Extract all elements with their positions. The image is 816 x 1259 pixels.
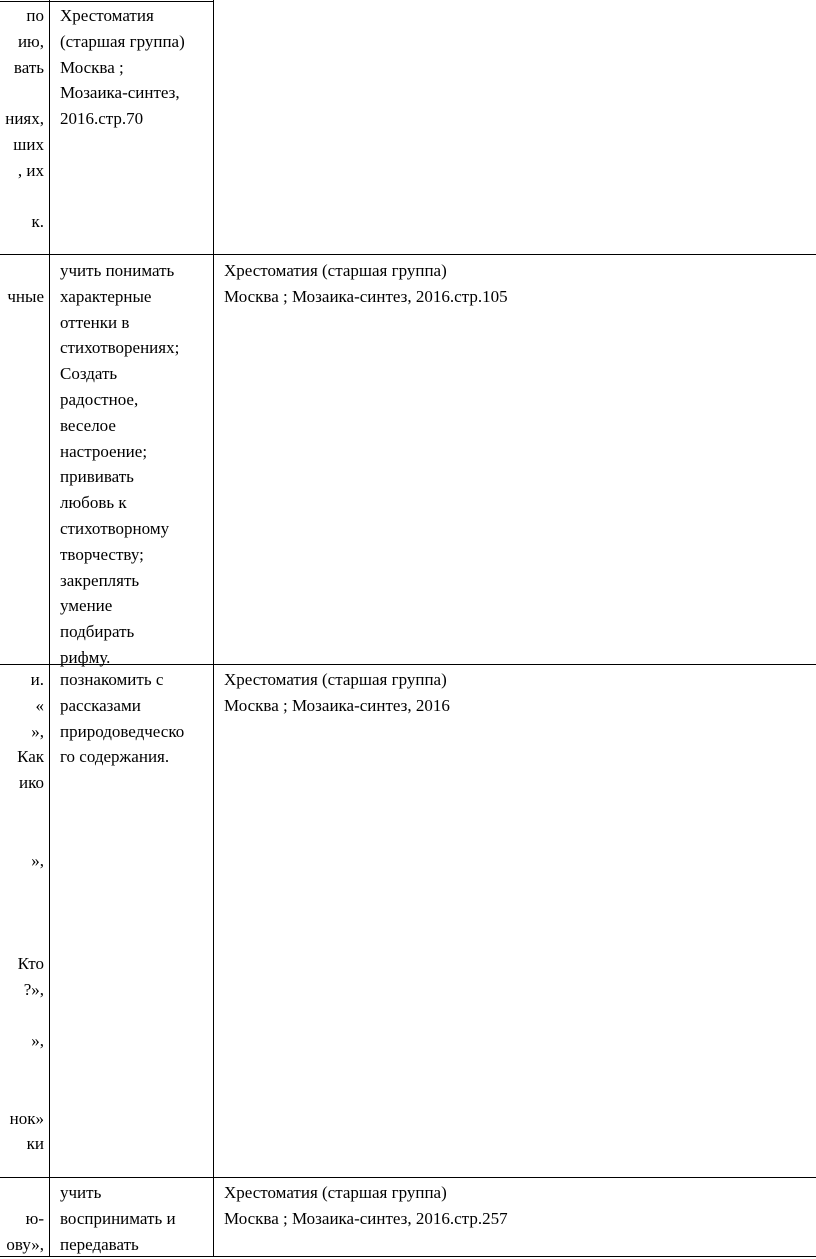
cell-line: Москва ; Мозаика-синтез, 2016.стр.257	[224, 1208, 508, 1228]
cell-row2-left	[7, 284, 44, 310]
cell-line	[5, 80, 44, 106]
cell-line: Как	[17, 747, 44, 767]
cell-line: любовь к	[60, 493, 127, 513]
table-rule	[49, 0, 50, 1257]
cell-line	[10, 796, 44, 822]
cell-line: воспринимать и	[60, 1208, 176, 1228]
cell-line	[10, 1080, 44, 1106]
cell-line: Москва ; Мозаика-синтез, 2016	[224, 695, 450, 715]
cell-line: подбирать	[60, 622, 135, 642]
cell-line: умение	[60, 596, 113, 616]
cell-line: ю-	[25, 1208, 44, 1228]
cell-line	[10, 925, 44, 951]
cell-line: Создать	[60, 364, 118, 384]
cell-line: Москва ;	[60, 57, 124, 77]
cell-line: по	[26, 6, 44, 25]
cell-line: закреплять	[60, 570, 140, 590]
cell-line: 2016.стр.70	[60, 109, 144, 129]
table-rule	[0, 1177, 816, 1178]
cell-line: рифму.	[60, 647, 111, 667]
cell-row4-right	[224, 1180, 508, 1232]
cell-line: стихотворениях;	[60, 338, 180, 358]
cell-row1-middle	[60, 3, 185, 132]
cell-line	[10, 1002, 44, 1028]
cell-line: Хрестоматия (старшая группа)	[224, 261, 447, 280]
cell-row2-right	[224, 258, 508, 310]
cell-line: передавать	[60, 1234, 139, 1254]
cell-line: , их	[17, 160, 44, 180]
cell-row3-left	[10, 667, 44, 1157]
cell-line: ?»,	[23, 979, 44, 999]
cell-line: нок»	[9, 1108, 44, 1128]
cell-line: »,	[31, 721, 44, 741]
cell-line: Хрестоматия	[60, 6, 154, 25]
cell-line: творчеству;	[60, 544, 144, 564]
cell-line: чные	[7, 287, 44, 306]
cell-row1-left	[5, 3, 44, 235]
cell-line: веселое	[60, 415, 116, 435]
cell-line: Москва ; Мозаика-синтез, 2016.стр.105	[224, 286, 508, 306]
cell-line: ию,	[17, 31, 44, 51]
cell-line: оттенки в	[60, 312, 130, 332]
cell-line: настроение;	[60, 441, 148, 461]
cell-line: ниях,	[5, 109, 44, 129]
cell-row4-middle	[60, 1180, 176, 1257]
cell-line: прививать	[60, 467, 134, 487]
cell-line: характерные	[60, 286, 152, 306]
cell-line: радостное,	[60, 389, 139, 409]
cell-line	[10, 873, 44, 899]
cell-line: Мозаика-синтез,	[60, 83, 180, 103]
table-rule	[0, 1, 214, 2]
cell-line	[5, 184, 44, 210]
cell-line: рассказами	[60, 695, 141, 715]
cell-line: »,	[31, 1031, 44, 1051]
cell-line: ову»,	[6, 1234, 44, 1254]
cell-line: (старшая группа)	[60, 31, 185, 51]
cell-line: ки	[26, 1134, 44, 1154]
cell-line: го содержания.	[60, 747, 170, 767]
cell-line: »,	[31, 850, 44, 870]
cell-line: «	[35, 695, 44, 715]
cell-line: ших	[13, 134, 44, 154]
cell-row4-left	[6, 1180, 44, 1257]
cell-line: Кто	[17, 953, 44, 973]
cell-line: и.	[30, 670, 44, 689]
table-rule	[0, 254, 816, 255]
cell-row3-right	[224, 667, 450, 719]
cell-line: познакомить с	[60, 670, 164, 689]
cell-line: к.	[31, 212, 44, 232]
cell-line: стихотворному	[60, 518, 170, 538]
cell-line: Хрестоматия (старшая группа)	[224, 670, 447, 689]
cell-line: ико	[19, 773, 44, 793]
cell-line	[6, 1180, 44, 1206]
cell-line: учить понимать	[60, 261, 175, 280]
cell-line	[10, 1054, 44, 1080]
cell-row2-middle	[60, 258, 179, 671]
cell-line: природоведческо	[60, 721, 185, 741]
cell-line: вать	[13, 57, 44, 77]
cell-line: учить	[60, 1183, 102, 1202]
cell-line	[10, 899, 44, 925]
cell-line	[10, 822, 44, 848]
cell-row3-middle	[60, 667, 184, 770]
table-rule	[213, 0, 214, 1257]
cell-line: Хрестоматия (старшая группа)	[224, 1183, 447, 1202]
